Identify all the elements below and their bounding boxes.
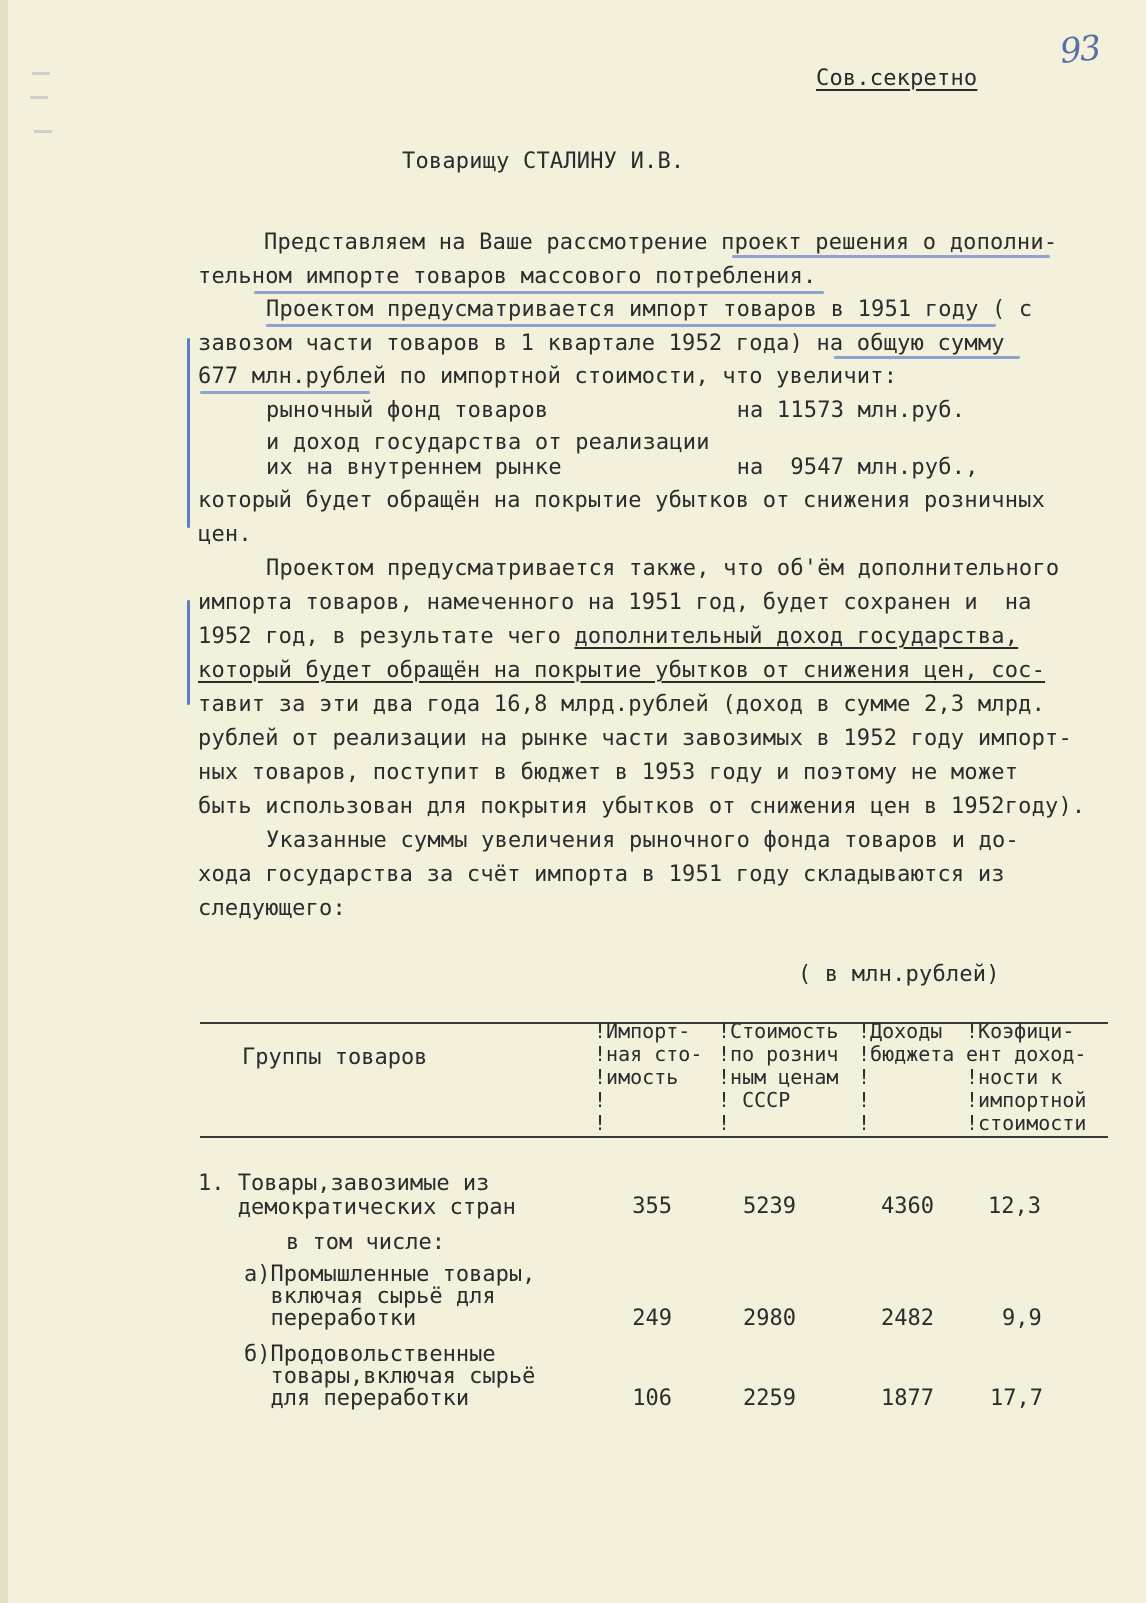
body-line: их на внутреннем рынке на 9547 млн.руб., xyxy=(266,455,979,480)
table-units-note: ( в млн.рублей) xyxy=(798,962,1000,987)
table-cell: 2980 xyxy=(743,1306,796,1331)
body-line: Проектом предусматривается импорт товаров в 1951 году ( с xyxy=(266,297,1033,322)
column-header-budget-income: !Доходы !бюджета ! ! ! xyxy=(858,1019,955,1135)
body-line: и доход государства от реализации xyxy=(266,430,710,455)
table-cell: 355 xyxy=(632,1194,672,1219)
table-row-label: а)Промышленные товары, включая сырьё для переработки xyxy=(244,1262,536,1331)
body-line: завозом части товаров в 1 квартале 1952 года) на общую сумму xyxy=(198,331,1005,356)
addressee: Товарищу СТАЛИНУ И.В. xyxy=(402,149,685,174)
body-line: Представляем на Ваше рассмотрение проект решения о дополни- xyxy=(264,230,1058,255)
body-line: хода государства за счёт импорта в 1951 году складываются из xyxy=(198,862,1005,887)
table-cell: 9,9 xyxy=(1002,1306,1042,1331)
body-line: 677 млн.рублей по импортной стоимости, что увеличит: xyxy=(198,364,898,389)
margin-mark xyxy=(34,130,52,133)
body-line: быть использован для покрытия убытков от снижения цен в 1952году). xyxy=(198,794,1086,819)
body-line: который будет обращён на покрытие убытков от снижения розничных xyxy=(198,488,1046,513)
body-line: Проектом предусматривается также, что об'ём дополнительного xyxy=(266,556,1060,581)
column-header-groups: Группы товаров xyxy=(242,1045,428,1070)
body-line: тельном импорте товаров массового потребления. xyxy=(198,264,817,289)
pencil-underline xyxy=(266,324,996,327)
body-line: который будет обращён на покрытие убытков от снижения цен, сос- xyxy=(198,658,1046,683)
column-header-retail-price: !Стоимость !по рознич !ным ценам ! СССР ! xyxy=(718,1019,839,1135)
archive-page-number: 93 xyxy=(1058,28,1102,72)
table-cell: 12,3 xyxy=(988,1194,1041,1219)
table-cell: 2482 xyxy=(881,1306,934,1331)
pencil-margin-line xyxy=(187,338,190,528)
column-header-import-cost: !Импорт- !ная сто- !имость ! ! xyxy=(594,1019,703,1135)
table-cell: 106 xyxy=(632,1386,672,1411)
body-line: рыночный фонд товаров на 11573 млн.руб. xyxy=(266,398,966,423)
table-cell: 2259 xyxy=(743,1386,796,1411)
table-cell: 4360 xyxy=(881,1194,934,1219)
body-line: импорта товаров, намеченного на 1951 год, будет сохранен и на xyxy=(198,590,1032,615)
body-line: цен. xyxy=(198,522,252,547)
table-row-label: б)Продовольственные товары,включая сырьё для переработки xyxy=(244,1342,536,1411)
body-line: тавит за эти два года 16,8 млрд.рублей (доход в сумме 2,3 млрд. xyxy=(198,692,1046,717)
page-edge xyxy=(0,0,8,1603)
body-line: рублей от реализации на рынке части завозимых в 1952 году импорт- xyxy=(198,726,1072,751)
pencil-underline xyxy=(732,255,1050,258)
column-header-coefficient: !Коэфици- ент доход- !ности к !импортной !стоимости xyxy=(966,1019,1087,1135)
pencil-underline xyxy=(834,356,1020,359)
table-header-rule xyxy=(200,1136,1108,1138)
table-cell: 1877 xyxy=(881,1386,934,1411)
pencil-margin-line xyxy=(187,600,190,705)
table-row-label: 1. Товары,завозимые из демократических стран xyxy=(198,1171,516,1220)
margin-mark xyxy=(32,72,50,75)
pencil-underline xyxy=(254,291,824,294)
margin-mark xyxy=(30,96,48,99)
classification-stamp: Сов.секретно xyxy=(816,66,978,91)
pencil-underline xyxy=(200,391,370,394)
body-line: ных товаров, поступит в бюджет в 1953 году и поэтому не может xyxy=(198,760,1019,785)
body-line: Указанные суммы увеличения рыночного фонда товаров и до- xyxy=(266,828,1019,853)
table-cell: 5239 xyxy=(743,1194,796,1219)
body-line: следующего: xyxy=(198,896,346,921)
table-cell: 17,7 xyxy=(990,1386,1043,1411)
body-line: 1952 год, в результате чего дополнительный доход государства, xyxy=(198,624,1019,649)
table-cell: 249 xyxy=(632,1306,672,1331)
table-subheading: в том числе: xyxy=(286,1230,445,1255)
